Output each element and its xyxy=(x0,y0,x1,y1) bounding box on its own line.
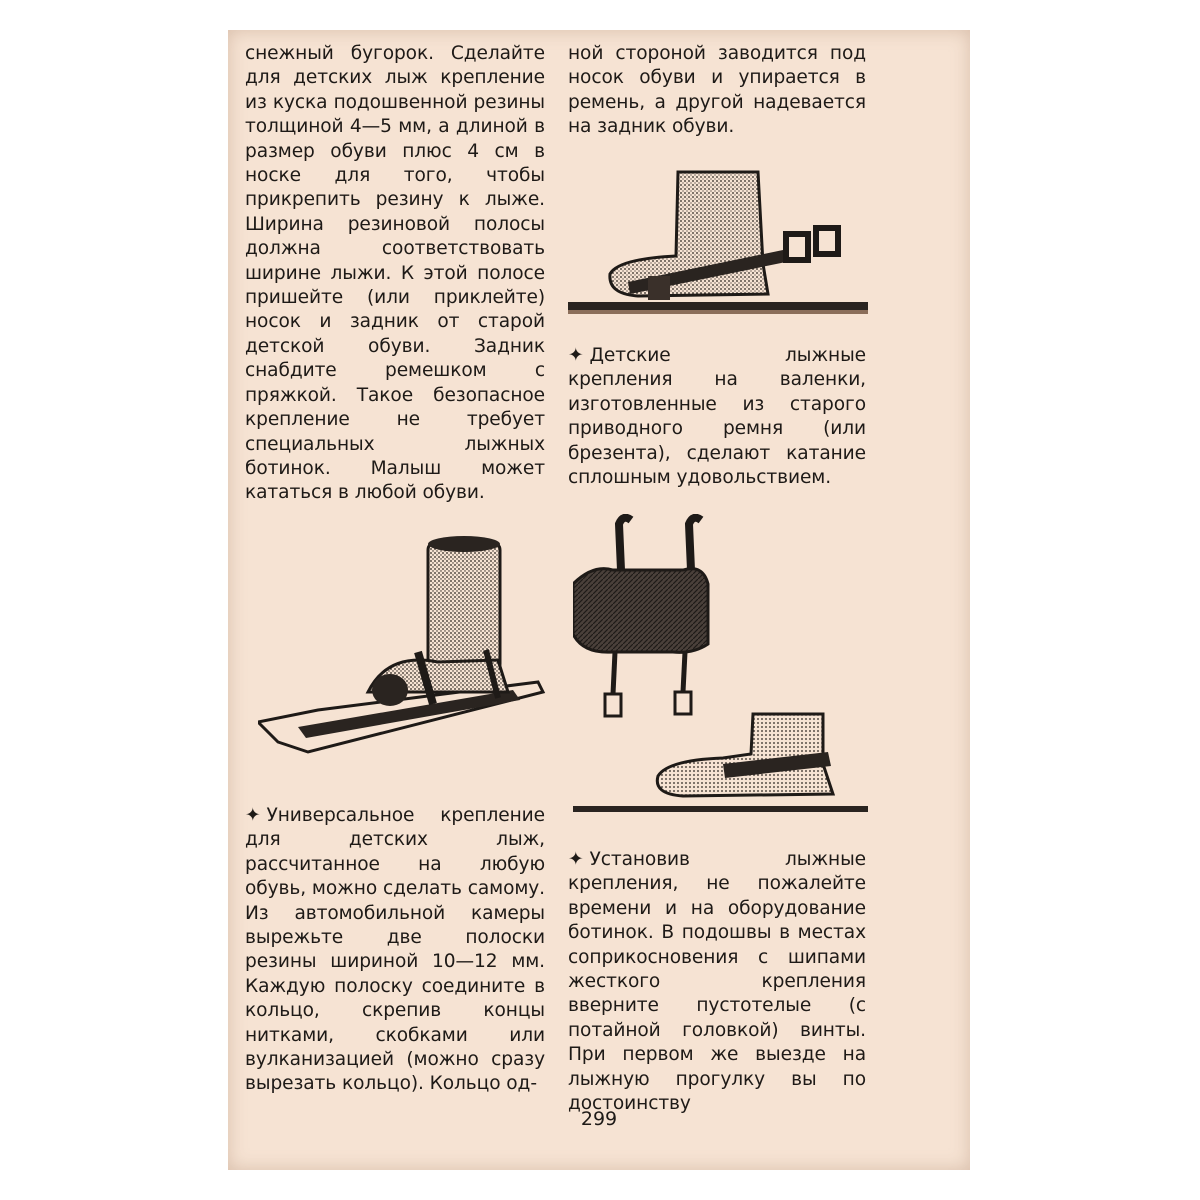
text-column-right-bottom xyxy=(568,848,866,1116)
text-column-left-top xyxy=(245,42,545,506)
illustration-felt-boot-binding xyxy=(568,164,868,324)
caption-universal-binding: ✦ Универсальное крепление для детских лыж, рассчитанное на любую обувь, можно сделать самому. Из автомобильной камеры вырежьте две полоски резины шириной 10—12 мм. Каждую полоску соедините в кольцо, скрепив концы нитками, скобками или вулканизацией (можно сразу вырезать кольцо). Кольцо од- xyxy=(245,805,545,1095)
text-column-right-mid xyxy=(568,344,866,490)
page-number: 299 xyxy=(580,1108,618,1130)
caption-boot-preparation: ✦ Установив лыжные крепления, не пожалейте времени и на оборудование ботинок. В подошвы в местах соприкосновения с шипами жесткого крепления ввернитe пустотелые (с потайной головкой) винты. При первом же выезде на лыжную прогулку вы по достоинству xyxy=(568,849,866,1115)
caption-felt-boot-binding: ✦ Детские лыжные крепления на валенки, изготовленные из старого приводного ремня (или брезента), сделают катание сплошным удовольствием. xyxy=(568,345,866,489)
book-page xyxy=(228,30,970,1170)
text-column-left-bottom xyxy=(245,804,545,1097)
bullet-icon: ✦ xyxy=(568,345,584,366)
illustration-universal-binding xyxy=(258,532,548,772)
paragraph-continuation: ной стороной заводится под носок обуви и упирается в ремень, а другой надевается на задник обуви. xyxy=(568,43,866,138)
bullet-icon: ✦ xyxy=(568,849,584,870)
paragraph-child-ski-binding: снежный бугорок. Сделайте для детских лыж крепление из куска подошвенной резины толщиной 4—5 мм, а длиной в размер обуви плюс 4 см в носке для того, чтобы прикрепить резину к лыже. Ширина резиновой полосы должна соответствовать ширине лыжи. К этой полосе пришейте (или приклейте) носок и задник от старой детской обуви. Задник снабдите ремешком с пряжкой. Такое безопасное крепление не требует специальных лыжных ботинок. Малыш может кататься в любой обуви. xyxy=(245,43,545,504)
illustration-strap-binding xyxy=(573,514,868,814)
text-column-right-top xyxy=(568,42,866,140)
bullet-icon: ✦ xyxy=(245,805,261,826)
